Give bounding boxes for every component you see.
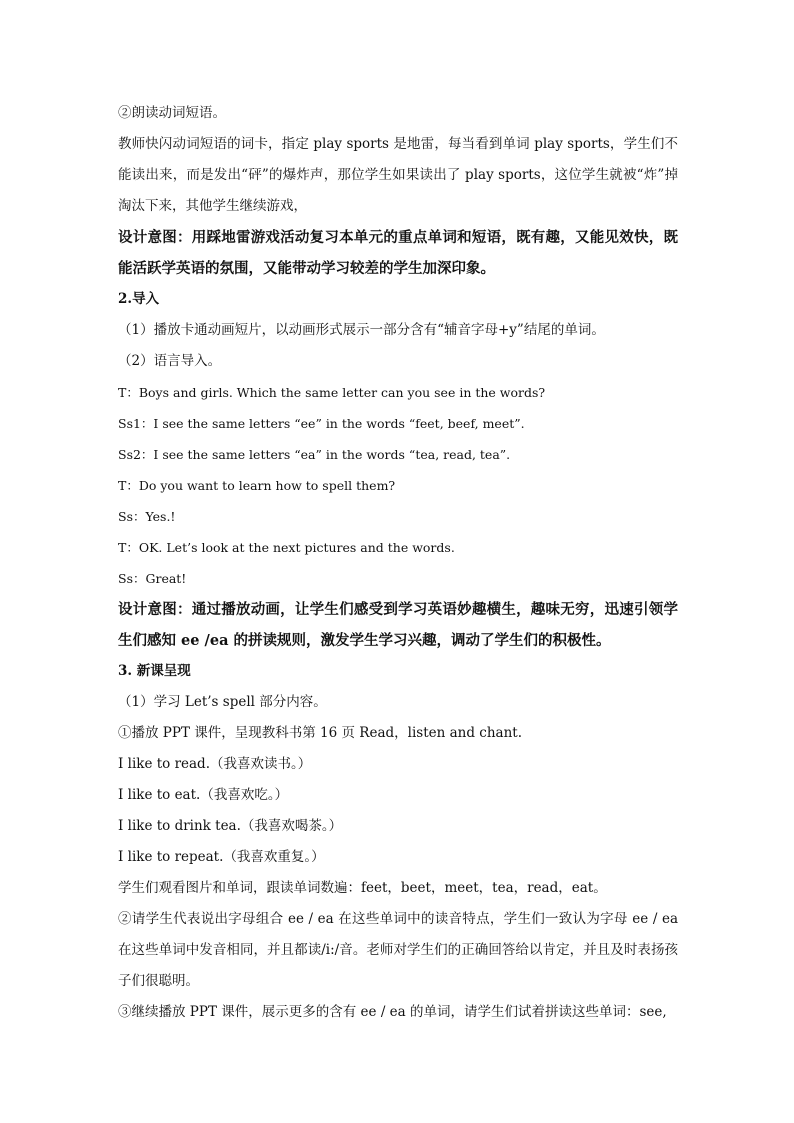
dialogue-line: T：Boys and girls. Which the same letter can you see in the words? xyxy=(118,385,546,400)
section-heading-lead-in: 2.导入 xyxy=(118,291,160,307)
step-read-phrases: ②朗读动词短语。 xyxy=(118,105,226,121)
design-intent-1: 设计意图：用踩地雷游戏活动复习本单元的重点单词和短语，既有趣，又能见效快，既能活跃学英语的氛围，又能带动学习较差的学生加深印象。 xyxy=(118,229,678,277)
step-cartoon: （1）播放卡通动画短片，以动画形式展示一部分含有“辅音字母+y”结尾的单词。 xyxy=(118,322,605,338)
design-intent-2: 设计意图：通过播放动画，让学生们感受到学习英语妙趣横生，趣味无穷，迅速引领学生们感知 ee /ea 的拼读规则，激发学生学习兴趣，调动了学生们的积极性。 xyxy=(118,601,678,649)
chant-line: I like to repeat.（我喜欢重复。） xyxy=(118,849,325,865)
document-page xyxy=(118,98,678,1028)
dialogue-line: T：OK. Let’s look at the next pictures and the words. xyxy=(118,540,455,555)
dialogue-line: Ss2：I see the same letters “ea” in the words “tea, read, tea”. xyxy=(118,447,511,462)
pronunciation-paragraph: ②请学生代表说出字母组合 ee / ea 在这些单词中的读音特点，学生们一致认为字母 ee / ea 在这些单词中发音相同，并且都读/i:/音。老师对学生们的正确回答给以肯定，并且及时表扬孩子们很聪明。 xyxy=(118,911,678,989)
step-language-lead-in: （2）语言导入。 xyxy=(118,353,222,369)
section-heading-new-lesson: 3. 新课呈现 xyxy=(118,663,191,679)
dialogue-line: Ss：Great! xyxy=(118,571,187,586)
game-description-paragraph: 教师快闪动词短语的词卡，指定 play sports 是地雷，每当看到单词 play sports，学生们不能读出来，而是发出“砰”的爆炸声，那位学生如果读出了 play sports，这位学生就被“炸”掉淘汰下来，其他学生继续游戏， xyxy=(118,136,678,214)
dialogue-line: Ss1：I see the same letters “ee” in the words “feet, beef, meet”. xyxy=(118,416,525,431)
step-play-ppt: ①播放 PPT 课件，呈现教科书第 16 页 Read，listen and chant. xyxy=(118,725,523,741)
step-read-words: 学生们观看图片和单词，跟读单词数遍：feet，beet，meet，tea，read，eat。 xyxy=(118,880,607,896)
step-lets-spell: （1）学习 Let’s spell 部分内容。 xyxy=(118,694,327,710)
chant-line: I like to read.（我喜欢读书。） xyxy=(118,756,312,772)
chant-line: I like to eat.（我喜欢吃。） xyxy=(118,787,289,803)
step-more-words: ③继续播放 PPT 课件，展示更多的含有 ee / ea 的单词，请学生们试着拼读这些单词：see, xyxy=(118,1004,667,1020)
chant-line: I like to drink tea.（我喜欢喝茶。） xyxy=(118,818,343,834)
dialogue-line: T：Do you want to learn how to spell them? xyxy=(118,478,396,493)
dialogue-line: Ss：Yes.! xyxy=(118,509,176,524)
